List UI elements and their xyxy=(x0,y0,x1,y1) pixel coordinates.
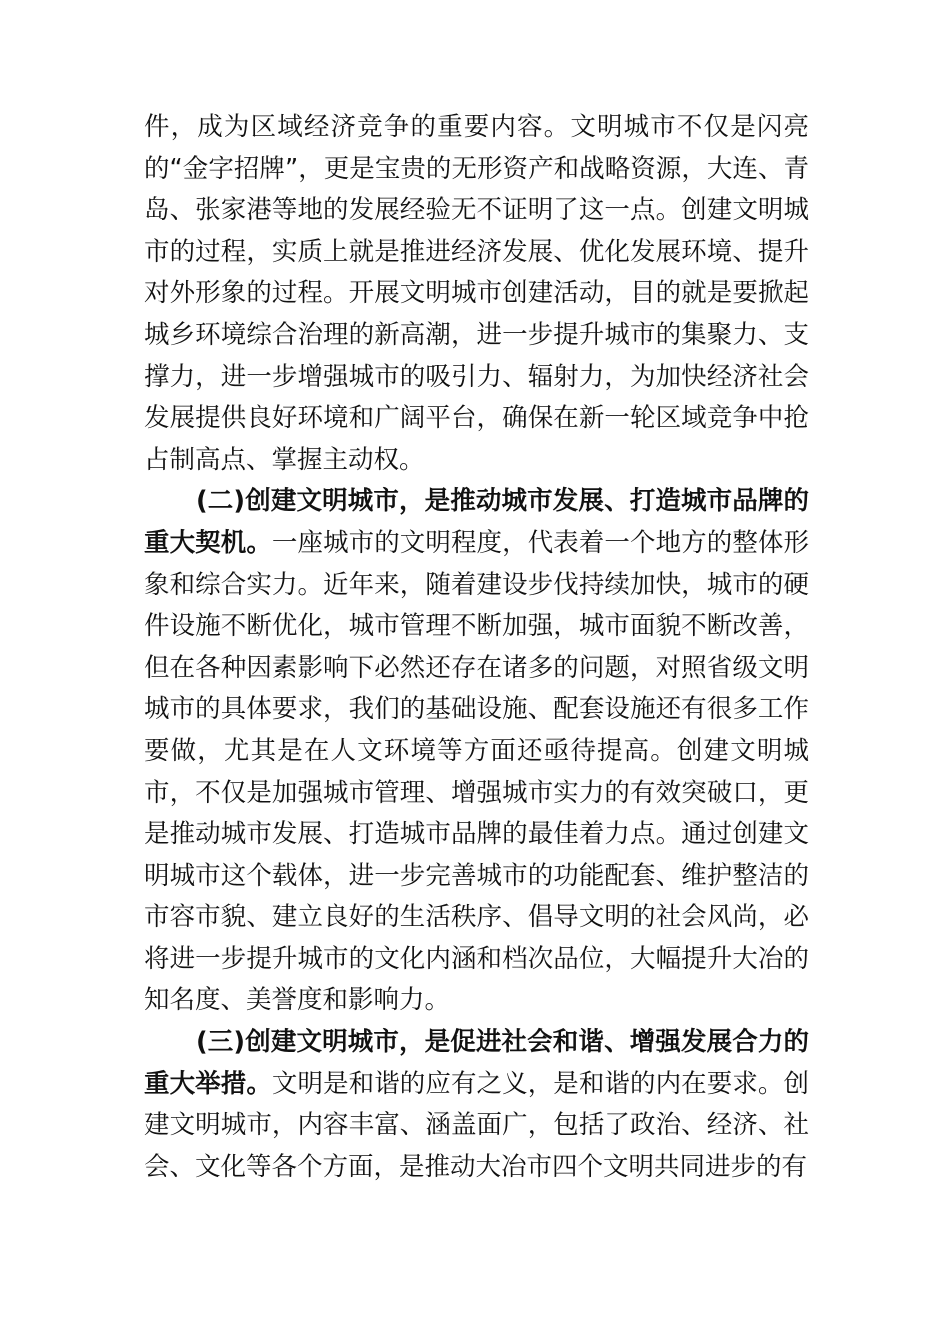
section-2-paragraph xyxy=(144,481,809,1022)
section-2-body: 一座城市的文明程度，代表着一个地方的整体形象和综合实力。近年来，随着建设步伐持续加快，城市的硬件设施不断优化，城市管理不断加强，城市面貌不断改善，但在各种因素影响下必然还存在诸多的问题，对照省级文明城市的具体要求，我们的基础设施、配套设施还有很多工作要做，尤其是在人文环境等方面还亟待提高。创建文明城市，不仅是加强城市管理、增强城市实力的有效突破口，更是推动城市发展、打造城市品牌的最佳着力点。通过创建文明城市这个载体，进一步完善城市的功能配套、维护整洁的市容市貌、建立良好的生活秩序、倡导文明的社会风尚，必将进一步提升城市的文化内涵和档次品位，大幅提升大冶的知名度、美誉度和影响力。 xyxy=(144,527,809,1016)
section-2-heading: (二)创建文明城市，是推动城市发展、打造城市品牌的重大契机。 xyxy=(144,486,809,558)
section-3-paragraph xyxy=(144,1022,809,1188)
section-3-body: 文明是和谐的应有之义，是和谐的内在要求。创建文明城市，内容丰富、涵盖面广，包括了政治、经济、社会、文化等各个方面，是推动大冶市四个文明共同进步的有 xyxy=(144,1068,809,1182)
paragraph-continued: 件，成为区域经济竞争的重要内容。文明城市不仅是闪亮的“金字招牌”，更是宝贵的无形资产和战略资源，大连、青岛、张家港等地的发展经验无不证明了这一点。创建文明城市的过程，实质上就是推进经济发展、优化发展环境、提升对外形象的过程。开展文明城市创建活动，目的就是要掀起城乡环境综合治理的新高潮，进一步提升城市的集聚力、支撑力，进一步增强城市的吸引力、辐射力，为加快经济社会发展提供良好环境和广阔平台，确保在新一轮区域竞争中抢占制高点、掌握主动权。 xyxy=(144,112,809,475)
document-body xyxy=(144,107,809,1188)
section-3-heading: (三)创建文明城市，是促进社会和谐、增强发展合力的重大举措。 xyxy=(144,1027,809,1099)
